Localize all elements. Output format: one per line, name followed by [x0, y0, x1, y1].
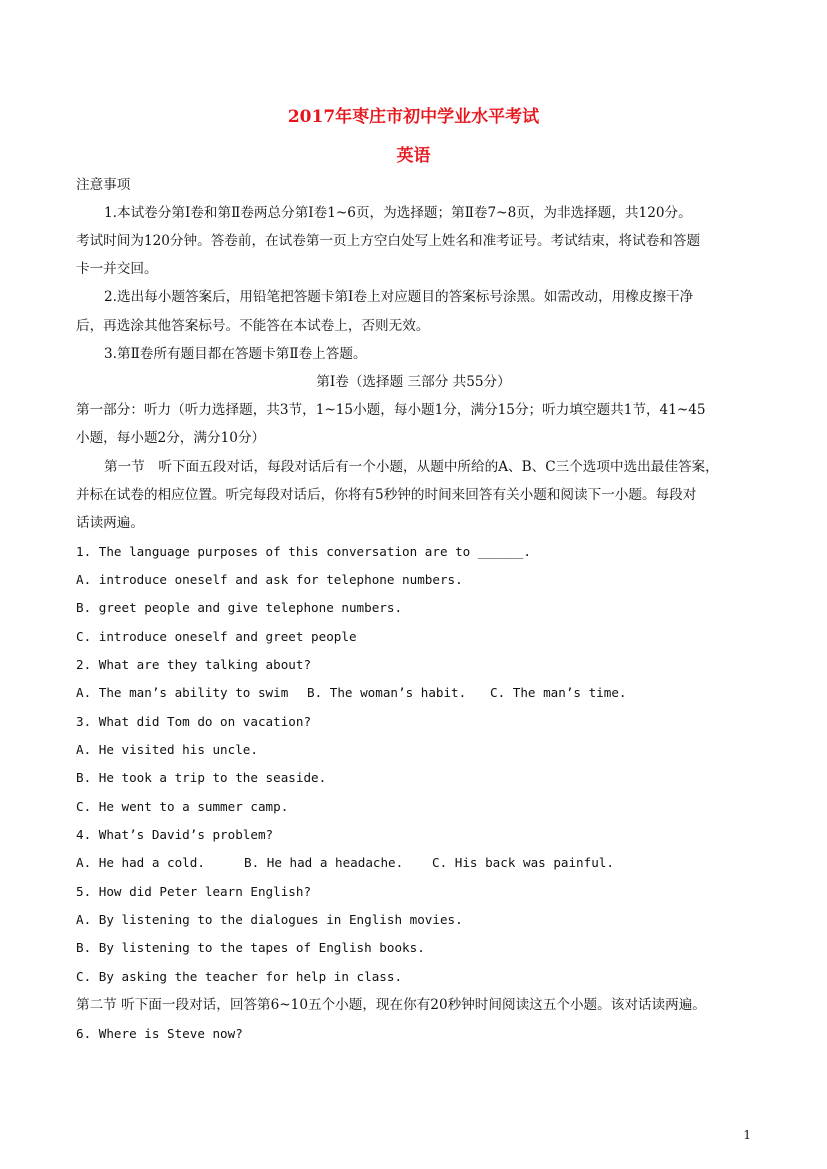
- notice-item-2: 2.选出每小题答案后，用铅笔把答题卡第Ⅰ卷上对应题目的答案标号涂黑。如需改动，用橡皮擦干净: [104, 289, 694, 305]
- question-1-option-c: C. introduce oneself and greet people: [76, 629, 357, 644]
- question-1: 1. The language purposes of this conversation are to ______.: [76, 544, 531, 559]
- notice-item-1-cont2: 卡一并交回。: [76, 261, 158, 277]
- question-4-option-c: C. His back was painful.: [432, 855, 614, 870]
- question-5-option-a: A. By listening to the dialogues in English movies.: [76, 912, 463, 927]
- volume-title: 第Ⅰ卷（选择题 三部分 共55分）: [316, 374, 511, 390]
- section1-instructions: 第一节 听下面五段对话，每段对话后有一个小题，从题中所给的A、B、C三个选项中选出最佳答案，: [104, 459, 719, 475]
- question-4: 4. What’s David’s problem?: [76, 827, 274, 842]
- notice-item-3: 3.第Ⅱ卷所有题目都在答题卡第Ⅱ卷上答题。: [104, 346, 367, 362]
- question-3-option-c: C. He went to a summer camp.: [76, 799, 289, 814]
- question-1-option-b: B. greet people and give telephone numbers.: [76, 600, 403, 615]
- question-2: 2. What are they talking about?: [76, 657, 312, 672]
- question-4-option-b: B. He had a headache.: [244, 855, 404, 870]
- question-2-options: [76, 683, 751, 703]
- page-number: 1: [743, 1128, 751, 1142]
- question-4-option-a: A. He had a cold.: [76, 855, 205, 870]
- part1-instructions-cont: 小题，每小题2分，满分10分）: [76, 430, 266, 446]
- notice-heading: 注意事项: [76, 177, 131, 193]
- section1-instructions-cont2: 话读两遍。: [76, 515, 144, 531]
- question-2-option-b: B. The woman’s habit.: [307, 685, 467, 700]
- question-5: 5. How did Peter learn English?: [76, 884, 312, 899]
- notice-item-2-cont: 后，再选涂其他答案标号。不能答在本试卷上，否则无效。: [76, 318, 430, 334]
- question-3: 3. What did Tom do on vacation?: [76, 714, 312, 729]
- section1-instructions-cont: 并标在试卷的相应位置。听完每段对话后，你将有5秒钟的时间来回答有关小题和阅读下一小题。每段对: [76, 487, 697, 503]
- question-2-option-a: A. The man’s ability to swim: [76, 685, 289, 700]
- question-3-option-a: A. He visited his uncle.: [76, 742, 258, 757]
- section2-instructions: 第二节 听下面一段对话，回答第6~10五个小题，现在你有20秒钟时间阅读这五个小题。该对话读两遍。: [76, 997, 706, 1013]
- question-5-option-c: C. By asking the teacher for help in class.: [76, 969, 403, 984]
- question-6: 6. Where is Steve now?: [76, 1026, 243, 1041]
- question-1-option-a: A. introduce oneself and ask for telephone numbers.: [76, 572, 463, 587]
- question-3-option-b: B. He took a trip to the seaside.: [76, 770, 327, 785]
- question-4-options: [76, 853, 751, 873]
- exam-title: 2017年枣庄市初中学业水平考试: [287, 107, 540, 127]
- part1-instructions: 第一部分：听力（听力选择题，共3节，1~15小题，每小题1分，满分15分；听力填空题共1节，41~45: [76, 402, 706, 418]
- notice-item-1-cont: 考试时间为120分钟。答卷前，在试卷第一页上方空白处写上姓名和准考证号。考试结束，将试卷和答题: [76, 233, 701, 249]
- notice-item-1: 1.本试卷分第Ⅰ卷和第Ⅱ卷两总分第Ⅰ卷1~6页，为选择题；第Ⅱ卷7~8页，为非选择题，共120分。: [104, 205, 692, 221]
- question-5-option-b: B. By listening to the tapes of English books.: [76, 940, 425, 955]
- question-2-option-c: C. The man’s time.: [490, 685, 627, 700]
- subject-title: 英语: [396, 146, 431, 166]
